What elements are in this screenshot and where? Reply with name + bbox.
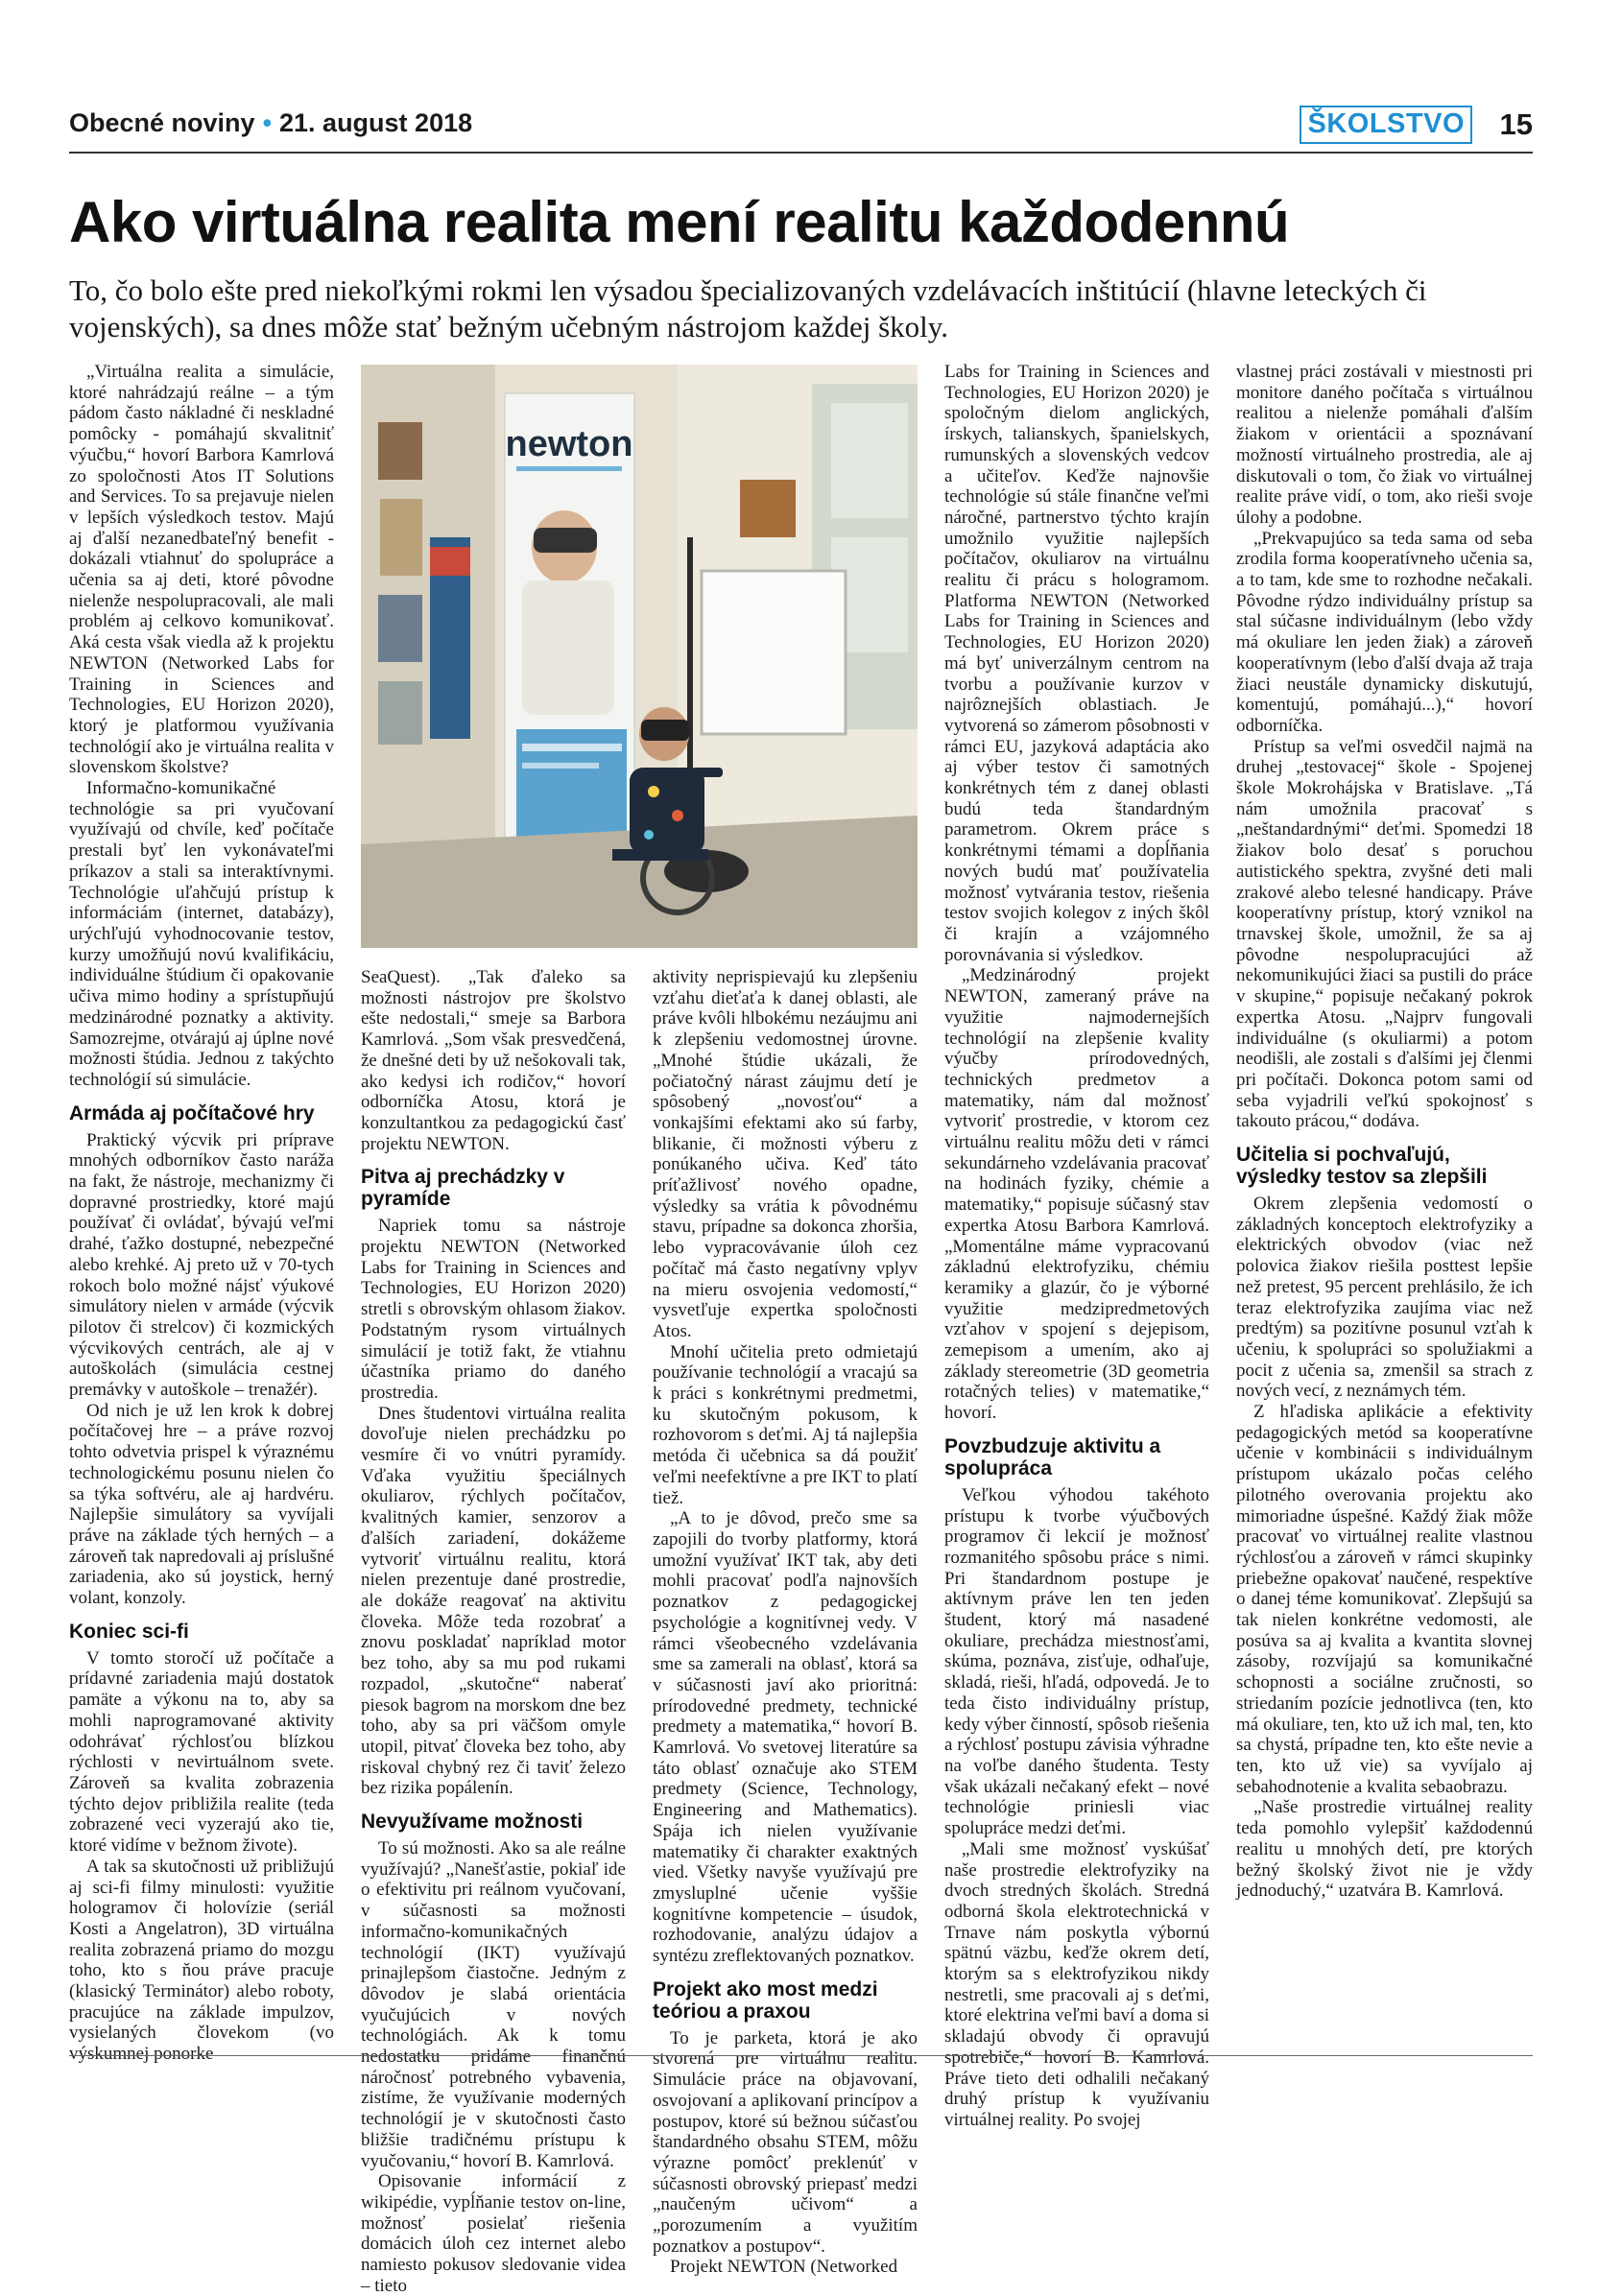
paragraph: V tomto storočí už počítače a prídavné zariadenia majú dostatok pamäte a výkonu na to, aby sa mohli naprogramované aktivity odohrávať rýchlosťou blízkou rýchlosti v nevirtuálnom svete. Zároveň sa kvalita zobrazenia týchto dejov približila realite (teda zobrazené veci vyzerajú ako tie, ktoré vidíme v bežnom živote).: [69, 1647, 334, 1857]
separator-dot: •: [262, 108, 273, 137]
paragraph: „Naše prostredie virtuálnej reality teda pomohlo vylepšiť každodennú realitu u mnohých detí, pre ktorých bežný školský život nie je vždy jednoduchý,“ uzatvára B. Kamrlová.: [1236, 1797, 1533, 1902]
paragraph: Od nich je už len krok k dobrej počítačovej hre – a práve rozvoj tohto odvetvia prispel k výraznému technologickému posunu nielen čo sa týka softvéru, ale aj hardvéru. Najlepšie simulátory sa vyvíjali práve na základe tých herných – a zároveň tak napredovali aj príslušné zariadenia, ako sú joystick, herný volant, konzoly.: [69, 1400, 334, 1609]
paragraph: aktivity neprispievajú ku zlepšeniu vzťahu dieťaťa k danej oblasti, ale práve kvôli hlbokému nezáujmu ani k zlepšeniu vedomostnej úrovne. „Mnohé štúdie ukázali, že počiatočný nárast záujmu detí je spôsobený „novosťou“ a vonkajšími efektami ako sú farby, blikanie, či možnosti výberu z ponúkaného učiva. Keď táto príťažlivosť nového opadne, výsledky sa vrátia k pôvodnému stavu, prípadne sa dokonca zhoršia, lebo vypracovávanie úloh cez počítač má často negatívny vplyv na mieru osvojenia vedomostí,“ vysvetľuje expertka spoločnosti Atos.: [653, 967, 918, 1341]
paragraph: Mnohí učitelia preto odmietajú používanie technológií a vracajú sa k práci s konkrétnymi predmetmi, ku skutočným pokusom, k rozhovorom s deťmi. Aj tá najlepšia metóda či učebnica sa dá použiť veľmi neefektívne a pre IKT to platí tiež.: [653, 1341, 918, 1508]
paragraph: To sú možnosti. Ako sa ale reálne využívajú? „Nanešťastie, pokiaľ ide o efektivitu pri reálnom vyučovaní, v súčasnosti sa možnosti informačno-komunikačných technológií (IKT) využívajú prinajlepšom čiastočne. Jedným z dôvodov je slabá orientácia vyučujúcich v nových technológiách. Ak k tomu nedostatku pridáme finančnú náročnosť potrebného vybavenia, zistíme, že využívanie moderných technológií je v skutočnosti často bližšie tradičnému prístupu k vyučovaniu,“ hovorí B. Kamrlová.: [361, 1838, 626, 2171]
article-photo: [361, 365, 918, 948]
page-footer-rule: [69, 2055, 1533, 2056]
paragraph: „Prekvapujúco sa teda sama od seba zrodila forma kooperatívneho učenia sa, a to tam, kde sme to rozhodne nečakali. Pôvodne rýdzo individuálny prístup sa stal súčasne individuálnym (lebo vždy má okuliare len jeden žiak) a zároveň kooperatívnym (lebo ďalší dvaja až traja žiaci neustále dynamicky diskutujú, komentujú, pomáhajú...),“ hovorí odborníčka.: [1236, 528, 1533, 736]
column-1: [69, 362, 334, 2065]
paragraph: Projekt NEWTON (Networked: [670, 2257, 898, 2278]
banner-logo-text: newton: [505, 424, 633, 464]
issue-date: 21. august 2018: [279, 108, 473, 137]
paper-name: Obecné noviny: [69, 108, 255, 137]
paragraph: SeaQuest). „Tak ďaleko sa možnosti nástrojov pre školstvo ešte nedostali,“ smeje sa Barbora Kamrlová. „Som však presvedčená, že dnešné deti by už nešokovali tak, ako kedysi ich rodičov,“ hovorí odborníčka Atosu, ktorá je konzultantkou za pedagogickú časť projektu NEWTON.: [361, 967, 626, 1154]
paragraph: Z hľadiska aplikácie a efektivity pedagogických metód sa kooperatívne učenie v kombinácii s individuálnym prístupom ukázalo počas celého pilotného overovania projektu ako mimoriadne úspešné. Každý žiak môže pracovať vo virtuálnej realite vlastnou rýchlosťou a zároveň v rámci skupinky priebežne opakovať naučené, respektíve o danej téme komunikovať. Zlepšujú sa tak nielen konkrétne vedomosti, ale posúva sa aj kvalita a kvantita slovnej zásoby, rozvíjajú sa komunikačné schopnosti a sociálne zručnosti, so striedaním pozície jednotlivca (ten, kto má okuliare, ten, kto už ich mal, ten, kto sa chystá, prípadne ten, kto ešte nevie a ten, kto už vie) sa vyvíjalo aj sebahodnotenie a kvalita sebaobrazu.: [1236, 1402, 1533, 1797]
subheading: Pitva aj prechádzky v pyramíde: [361, 1166, 565, 1211]
article-headline: Ako virtuálna realita mení realitu každodennú: [69, 190, 1290, 254]
paragraph: Labs for Training in Sciences and Technologies, EU Horizon 2020) je spoločným dielom anglických, írskych, talianskych, španielskych, rumunských a slovenských vedcov a učiteľov. Keďže najnovšie technológie sú stále finančne veľmi náročné, partnerstvo týchto krajín umožnilo využitie najlepších počítačov, okuliarov na virtuálnu realitu či prácu s hologramom. Platforma NEWTON (Networked Labs for Training in Sciences and Technologies, EU Horizon 2020) má byť univerzálnym centrom na tvorbu a používanie kurzov v najrôznejších oblastiach. Je vytvorená so zámerom pôsobnosti v rámci EU, jazyková adaptácia ako aj výber testov či samotných konkrétnych tém z danej oblasti budú teda štandardným parametrom. Okrem práce s konkrétnymi témami a dopĺňania nových budú mať používatelia možnosť vytvárania testov, riešenia testov svojich kolegov z iných škôl či krajín a vzájomného porovnávania si výsledkov.: [944, 362, 1209, 965]
paragraph: „A to je dôvod, prečo sme sa zapojili do tvorby platformy, ktorá umožní využívať IKT tak, aby deti mohli pracovať podľa najnovších poznatkov z pedagogickej psychológie a kognitívnej vedy. V rámci všeobecného vzdelávania sme sa zamerali na oblasť, ktorá sa v súčasnosti javí ako prioritná: prírodovedné predmety, technické predmety a matematika,“ hovorí B. Kamrlová. Vo svetovej literatúre sa táto oblasť označuje ako STEM predmety (Science, Technology, Engineering and Mathematics). Spája ich nielen využívanie matematiky či charakter exaktných vied. Všetky navyše využívajú pre zmysluplné učenie vyššie kognitívne kompetencie – úsudok, rozhodovanie, analýzu údajov a syntézu zreflektovaných poznatkov.: [653, 1508, 918, 1967]
subheading: Armáda aj počítačové hry: [69, 1101, 315, 1124]
paragraph: Veľkou výhodou takéhoto prístupu k tvorbe výučbových programov či lekcií je možnosť rozmanitého spôsobu práce s nimi. Pri štandardnom postupe je aktívnym práve len ten jeden študent, ktorý má nasadené okuliare, prechádza miestnosťami, skúma, poznáva, zisťuje, odhaľuje, skladá, rieši, hľadá, odpovedá. Je to teda čisto individuálny prístup, kedy výber činností, spôsob riešenia a rýchlosť postupu závisia výhradne na voľbe daného študenta. Testy však ukázali nečakaný efekt – nové technológie priniesli viac spolupráce medzi deťmi.: [944, 1484, 1209, 1839]
paragraph: To je parketa, ktorá je ako stvorená pre virtuálnu realitu. Simulácie práce na objavovaní, osvojovaní a aplikovaní princípov a postupov, ktoré sú bežnou súčasťou štandardného obsahu STEM, môžu výrazne pomôcť preklenúť v súčasnosti obrovský priepasť medzi „naučeným učivom“ a „porozumením a využitím poznatkov a postupov“.: [653, 2027, 918, 2257]
classroom-vr-photo: [361, 365, 918, 948]
subheading: Učitelia si pochvaľujú, výsledky testov sa zlepšili: [1236, 1144, 1488, 1189]
masthead-rule: [69, 152, 1533, 154]
paragraph: Okrem zlepšenia vedomostí o základných konceptoch elektrofyziky a elektrických obvodov (viac než polovica žiakov riešila posttest lepšie než pretest, 95 percent prehlásilo, že ich teraz elektrofyzika zaujíma viac než predtým) sa pozitívne posunul vzťah k učeniu, k spolupráci so spolužiakmi a pocit z učenia sa, zmenšil sa strach z nových vecí, z neznámych tém.: [1236, 1194, 1533, 1402]
paragraph: „Medzinárodný projekt NEWTON, zameraný práve na využitie najmodernejších technológií na zlepšenie kvality výučby prírodovedných, technických predmetov a matematiky, nám dal možnosť vytvoriť prostredie, v ktorom cez virtuálnu realitu môžu deti v rámci sekundárneho vzdelávania pracovať na hodinách fyziky, chémie a matematiky,“ popisuje súčasný stav expertka Atosu Barbora Kamrlová. „Momentálne máme vypracovanú základnú elektrofyziku, chémiu keramiky a glazúr, čo je výborné využitie medzipredmetových vzťahov v spojení s dejepisom, zemepisom a umením, ako aj základy stereometrie (3D geometria rotačných telies) v matematike,“ hovorí.: [944, 965, 1209, 1424]
page-number: 15: [1499, 107, 1533, 141]
article-deck: To, čo bolo ešte pred niekoľkými rokmi len výsadou špecializovaných vzdelávacích inštitúcií (hlavne leteckých či vojenských), sa dnes môže stať bežným učebným nástrojom každej školy.: [69, 273, 1427, 343]
column-5: [1236, 362, 1533, 2048]
subheading: Koniec sci-fi: [69, 1620, 189, 1643]
masthead: [69, 106, 1533, 144]
subheading: Projekt ako most medzi teóriou a praxou: [653, 1977, 878, 2023]
paragraph: vlastnej práci zostávali v miestnosti pri monitore daného počítača s virtuálnou realitou a nielenže pomáhali ďalším žiakom v orientácii a spoznávaní možností virtuálneho prostredia, ale aj diskutovali o tom, čo žiak vo virtuálnej realite práve vidí, o tom, ako rieši svoje úlohy a podobne.: [1236, 362, 1533, 528]
column-4: [944, 362, 1209, 2130]
paragraph: Dnes študentovi virtuálna realita dovoľuje nielen prechádzku po vesmíre či vo vnútri pyramídy. Vďaka využitiu špeciálnych okuliarov, rýchlych počítačov, kvalitných kamier, senzorov a ďalších zariadení, dokážeme vytvoriť virtuálnu realitu, ktorá nielen prezentuje dané prostredie, ale dokáže reagovať na aktivitu človeka. Môže teda rozobrať a znovu poskladať napríklad motor bez toho, aby sa mu pod rukami rozpadol, „skutočne“ naberať piesok bagrom na morskom dne bez toho, aby sa pri väčšom omyle utopil, pitvať človeka bez toho, aby riskoval chybný rez či taviť železo bez rizika popálenín.: [361, 1403, 626, 1799]
paragraph: Prístup sa veľmi osvedčil najmä na druhej „testovacej“ škole - Spojenej škole Mokrohájska v Bratislave. „Tá nám umožnila pracovať s „neštandardnými“ deťmi. Spomedzi 18 žiakov bolo desať s poruchou autistického spektra, zvyšné deti mali zrakové alebo telesné handicapy. Práve kooperatívny prístup, ktorý vznikol na trnavskej škole, umožnil, že sa aj pôvodne nespolupracujúci až nekomunikujúci žiaci sa pustili do práce v skupine,“ popisuje nečakaný pokrok expertka Atosu. „Najprv fungovali individuálne (s okuliarmi) a potom neodišli, ale zostali s ďalšími jej členmi pri počítači. Dokonca potom sami od seba vyjadrili veľkú spokojnosť s takouto prácou,“ dodáva.: [1236, 736, 1533, 1132]
paragraph: Informačno-komunikačné technológie sa pri vyučovaní využívajú od chvíle, keď počítače prestali byť len vykonávateľmi príkazov a stali sa interaktívnymi. Technológie uľahčujú prístup k informáciám (internet, databázy), urýchľujú vyhodnocovanie testov, kurzy umožňujú novú kvalifikáciu, individuálne štúdium či opakovanie učiva mimo hodiny a sprístupňujú medzinárodné poznatky a aktivity. Samozrejme, otvárajú aj úplne nové možnosti štúdia. Jednou z takýchto technológií sú simulácie.: [69, 778, 334, 1090]
section-label: ŠKOLSTVO: [1300, 106, 1472, 144]
paragraph: Praktický výcvik pri príprave mnohých odborníkov často naráža na fakt, že nástroje, mechanizmy či dopravné prostriedky, ktoré majú používať či ovládať, bývajú veľmi drahé, ťažko dostupné, nebezpečné alebo krehké. Aj preto už v 70-tych rokoch bolo možné nájsť výukové simulátory nielen v armáde (výcvik pilotov či strelcov) či kozmických výcvikových centrách, ale aj v autoškolách (simulácia cestnej premávky v autoškole – trenažér).: [69, 1129, 334, 1401]
paragraph: A tak sa skutočnosti už približujú aj sci-fi filmy minulosti: využitie hologramov či holovízie (seriál Kosti a Angelatron), 3D virtuálna realita zobrazená priamo do mozgu toho, kto s ňou práve pracuje (klasický Terminátor) alebo roboty, pracujúce na základe impulzov, vysielaných človekom (vo výskumnej ponorke: [69, 1856, 334, 2065]
paragraph: Opisovanie informácií z wikipédie, vypĺňanie testov on-line, možnosť posielať riešenia domácich úloh cez internet alebo namiesto pokusov sledovanie videa – tieto: [361, 2171, 626, 2296]
column-3: [653, 967, 918, 2278]
paragraph: Napriek tomu sa nástroje projektu NEWTON (Networked Labs for Training in Sciences and Technologies, EU Horizon 2020) stretli s obrovským ohlasom žiakov. Podstatným rysom virtuálnych simulácií je totiž fakt, že vtiahnu účastníka priamo do daného prostredia.: [361, 1216, 626, 1403]
paragraph: „Mali sme možnosť vyskúšať naše prostredie elektrofyziky na dvoch stredných školách. Stredná odborná škola elektrotechnická v Trnave nám poskytla výbornú spätnú väzbu, keďže okrem detí, ktorým sa s elektrofyzikou nikdy nestretli, sme pracovali aj s deťmi, ktoré elektrina veľmi baví a doma si skladajú obvody či opravujú spotrebiče,“ hovorí B. Kamrlová. Práve tieto deti odhalili nečakaný druhý prístup k využívaniu virtuálnej reality. Po svojej: [944, 1838, 1209, 2130]
subheading: Nevyužívame možnosti: [361, 1811, 584, 1834]
column-2: [361, 967, 626, 2296]
paragraph: „Virtuálna realita a simulácie, ktoré nahrádzajú reálne – a tým pádom často nákladné či neskladné pomôcky - pomáhajú skvalitniť výučbu,“ hovorí Barbora Kamrlová zo spoločnosti Atos IT Solutions and Services. To sa prejavuje nielen v lepších výsledkoch testov. Majú aj ďalší nezanedbateľný benefit - dokázali vtiahnuť do spolupráce a učenia sa aj deti, ktoré pôvodne nielenže nespolupracovali, ale mali problém aj celkovo komunikovať. Aká cesta však viedla až k projektu NEWTON (Networked Labs for Training in Sciences and Technologies, EU Horizon 2020), ktorý je platformou využívania technológií ako je virtuálna realita v slovenskom školstve?: [69, 362, 334, 778]
paper-and-date: [69, 106, 472, 140]
subheading: Povzbudzuje aktivitu a spolupráca: [944, 1434, 1161, 1479]
